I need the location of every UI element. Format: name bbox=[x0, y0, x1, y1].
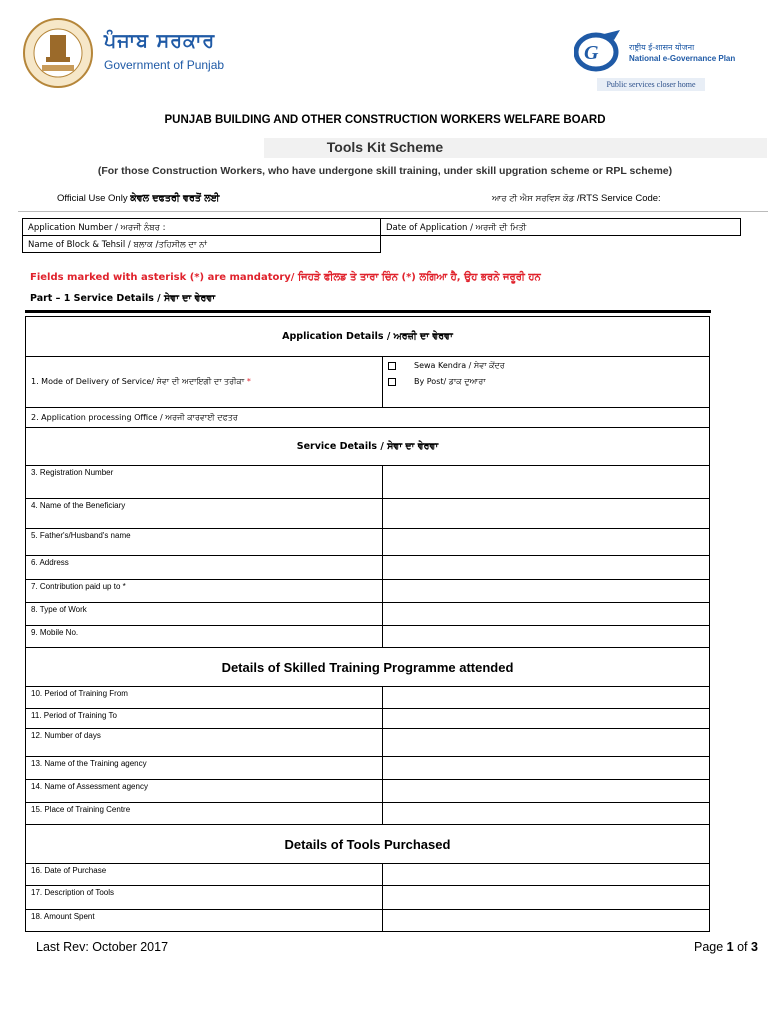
date-of-purchase-label: 16. Date of Purchase bbox=[26, 864, 383, 886]
punjab-government-punjabi-title: ਪੰਜਾਬ ਸਰਕਾਰ bbox=[104, 30, 216, 52]
page-of: of bbox=[733, 940, 751, 954]
registration-number-input[interactable] bbox=[383, 466, 710, 499]
date-of-application-label: Date of Application / ਅਰਜੀ ਦੀ ਮਿਤੀ bbox=[386, 222, 527, 233]
mandatory-notice: Fields marked with asterisk (*) are mandatory/ ਜਿਹੜੇ ਫੀਲਡ ਤੇ ਤਾਰਾ ਚਿੰਨ (*) ਲਗਿਆ ਹੈ, ਉਹ ਭਰਨੇ ਜਰੂਰੀ ਹਨ bbox=[30, 272, 541, 283]
page-total: 3 bbox=[751, 940, 758, 954]
date-of-purchase-input[interactable] bbox=[383, 864, 710, 886]
father-husband-name-input[interactable] bbox=[383, 529, 710, 556]
svg-text:G: G bbox=[584, 42, 599, 64]
training-to-input[interactable] bbox=[383, 709, 710, 729]
number-of-days-label: 12. Number of days bbox=[26, 729, 383, 757]
mode-of-delivery-text: 1. Mode of Delivery of Service/ ਸੇਵਾ ਦੀ ਅਦਾਇਗੀ ਦਾ ਤਰੀਕਾ bbox=[31, 377, 245, 386]
amount-spent-label: 18. Amount Spent bbox=[26, 910, 383, 932]
service-details-header: Service Details / ਸੇਵਾ ਦਾ ਵੇਰਵਾ bbox=[26, 428, 710, 466]
assessment-agency-label: 14. Name of Assessment agency bbox=[26, 780, 383, 803]
delivery-option-by-post[interactable] bbox=[388, 377, 704, 387]
page-current: 1 bbox=[726, 940, 734, 954]
address-input[interactable] bbox=[383, 556, 710, 580]
mobile-number-input[interactable] bbox=[383, 626, 710, 648]
training-from-label: 10. Period of Training From bbox=[26, 687, 383, 709]
rts-punjabi: ਆਰ ਟੀ ਐਸ ਸਰਵਿਸ ਕੋਡ bbox=[492, 194, 575, 204]
assessment-agency-input[interactable] bbox=[383, 780, 710, 803]
application-number-field[interactable] bbox=[23, 219, 381, 236]
rts-service-code bbox=[492, 193, 661, 204]
block-tehsil-field[interactable] bbox=[23, 236, 381, 253]
registration-number-label: 3. Registration Number bbox=[26, 466, 383, 499]
scheme-subtitle: (For those Construction Workers, who have undergone skill training, under skill upgration scheme or RPL scheme) bbox=[97, 165, 673, 177]
application-number-label: Application Number / ਅਰਜੀ ਨੰਬਰ : bbox=[28, 222, 166, 233]
address-label: 6. Address bbox=[26, 556, 383, 580]
tools-purchased-header: Details of Tools Purchased bbox=[26, 825, 710, 864]
negp-tagline: Public services closer home bbox=[597, 78, 705, 91]
punjab-emblem-logo bbox=[22, 15, 94, 91]
processing-office-label: 2. Application processing Office / ਅਰਜੀ ਕਾਰਵਾਈ ਦਫਤਰ bbox=[31, 412, 238, 422]
board-title: PUNJAB BUILDING AND OTHER CONSTRUCTION WORKERS WELFARE BOARD bbox=[164, 114, 606, 126]
option-label: By Post/ ਡਾਕ ਦੁਆਰਾ bbox=[414, 377, 486, 386]
required-asterisk: * bbox=[246, 377, 251, 386]
empty-cell bbox=[381, 236, 741, 253]
page-number bbox=[694, 940, 758, 954]
delivery-option-sewa-kendra[interactable] bbox=[388, 361, 704, 371]
beneficiary-name-label: 4. Name of the Beneficiary bbox=[26, 499, 383, 529]
delivery-options bbox=[383, 357, 710, 408]
last-revision: Last Rev: October 2017 bbox=[36, 940, 169, 954]
mobile-number-label: 9. Mobile No. bbox=[26, 626, 383, 648]
page-word: Page bbox=[694, 940, 727, 954]
number-of-days-input[interactable] bbox=[383, 729, 710, 757]
option-label: Sewa Kendra / ਸੇਵਾ ਕੇਂਦਰ bbox=[414, 361, 505, 370]
training-to-label: 11. Period of Training To bbox=[26, 709, 383, 729]
training-centre-label: 15. Place of Training Centre bbox=[26, 803, 383, 825]
application-info-table bbox=[22, 218, 741, 253]
training-programme-header: Details of Skilled Training Programme attended bbox=[26, 648, 710, 687]
checkbox[interactable] bbox=[388, 362, 396, 370]
negp-hindi-title: राष्ट्रीय ई-शासन योजना bbox=[629, 43, 695, 52]
egov-logo bbox=[574, 28, 624, 72]
beneficiary-name-input[interactable] bbox=[383, 499, 710, 529]
rts-english: /RTS Service Code: bbox=[576, 193, 661, 204]
official-use-english: Official Use Only bbox=[57, 193, 128, 204]
official-use-label bbox=[57, 193, 219, 204]
official-use-punjabi: ਕੇਵਲ ਦਫਤਰੀ ਵਰਤੋਂ ਲਈ bbox=[130, 193, 220, 204]
amount-spent-input[interactable] bbox=[383, 910, 710, 932]
training-centre-input[interactable] bbox=[383, 803, 710, 825]
negp-english-title: National e-Governance Plan bbox=[629, 54, 736, 63]
tools-description-input[interactable] bbox=[383, 886, 710, 910]
mode-of-delivery-label bbox=[26, 357, 383, 408]
contribution-label: 7. Contribution paid up to * bbox=[26, 580, 383, 603]
father-husband-name-label: 5. Father's/Husband's name bbox=[26, 529, 383, 556]
tools-description-label: 17. Description of Tools bbox=[26, 886, 383, 910]
type-of-work-label: 8. Type of Work bbox=[26, 603, 383, 626]
checkbox[interactable] bbox=[388, 378, 396, 386]
processing-office-field[interactable] bbox=[26, 408, 710, 428]
scheme-title: Tools Kit Scheme bbox=[326, 139, 444, 155]
block-tehsil-label: Name of Block & Tehsil / ਬਲਾਕ /ਤਹਿਸੀਲ ਦਾ ਨਾਂ bbox=[28, 239, 207, 250]
part-1-heading: Part – 1 Service Details / ਸੇਵਾ ਦਾ ਵੇਰਵਾ bbox=[30, 293, 216, 304]
divider bbox=[18, 211, 768, 212]
training-agency-label: 13. Name of the Training agency bbox=[26, 757, 383, 780]
punjab-government-english-title: Government of Punjab bbox=[104, 58, 225, 72]
service-form-table bbox=[25, 316, 710, 932]
type-of-work-input[interactable] bbox=[383, 603, 710, 626]
application-details-header: Application Details / ਅਰਜ਼ੀ ਦਾ ਵੇਰਵਾ bbox=[26, 317, 710, 357]
section-rule bbox=[25, 310, 711, 313]
date-of-application-field[interactable] bbox=[381, 219, 741, 236]
contribution-input[interactable] bbox=[383, 580, 710, 603]
training-from-input[interactable] bbox=[383, 687, 710, 709]
training-agency-input[interactable] bbox=[383, 757, 710, 780]
